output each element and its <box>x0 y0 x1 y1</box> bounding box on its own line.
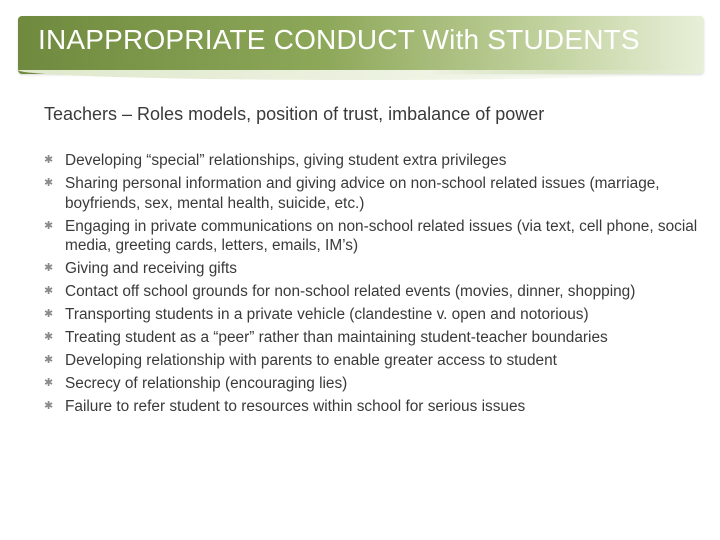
asterisk-bullet-icon: ✱ <box>44 354 54 367</box>
asterisk-bullet-icon: ✱ <box>44 400 54 413</box>
asterisk-bullet-icon: ✱ <box>44 176 54 189</box>
slide-subtitle: Teachers – Roles models, position of trust, imbalance of power <box>44 104 545 124</box>
list-item: ✱ Engaging in private communications on non-school related issues (via text, cell phone, social media, greeting cards, letters, emails, IM’s) <box>44 217 698 255</box>
list-item: ✱ Developing relationship with parents to enable greater access to student <box>44 352 557 370</box>
asterisk-bullet-icon: ✱ <box>44 308 54 321</box>
asterisk-bullet-icon: ✱ <box>44 262 54 275</box>
slide-title: INAPPROPRIATE CONDUCT With STUDENTS <box>38 24 640 55</box>
list-item: ✱ Contact off school grounds for non-school related events (movies, dinner, shopping) <box>44 283 636 301</box>
list-item: ✱ Treating student as a “peer” rather than maintaining student-teacher boundaries <box>44 329 608 347</box>
bullet-list <box>44 151 704 420</box>
asterisk-bullet-icon: ✱ <box>44 154 54 166</box>
asterisk-bullet-icon: ✱ <box>44 285 54 298</box>
asterisk-bullet-icon: ✱ <box>44 219 54 232</box>
list-item: ✱ Failure to refer student to resources within school for serious issues <box>44 398 526 416</box>
list-item: ✱ Developing “special” relationships, giving student extra privileges <box>44 152 507 169</box>
list-item: ✱ Giving and receiving gifts <box>44 260 237 278</box>
list-item: ✱ Sharing personal information and giving advice on non-school related issues (marriage, boyfriends, sex, mental health, suicide, etc.) <box>44 174 660 212</box>
list-item: ✱ Transporting students in a private vehicle (clandestine v. open and notorious) <box>44 306 589 324</box>
list-item: ✱ Secrecy of relationship (encouraging lies) <box>44 375 348 393</box>
asterisk-bullet-icon: ✱ <box>44 331 54 344</box>
asterisk-bullet-icon: ✱ <box>44 377 54 390</box>
